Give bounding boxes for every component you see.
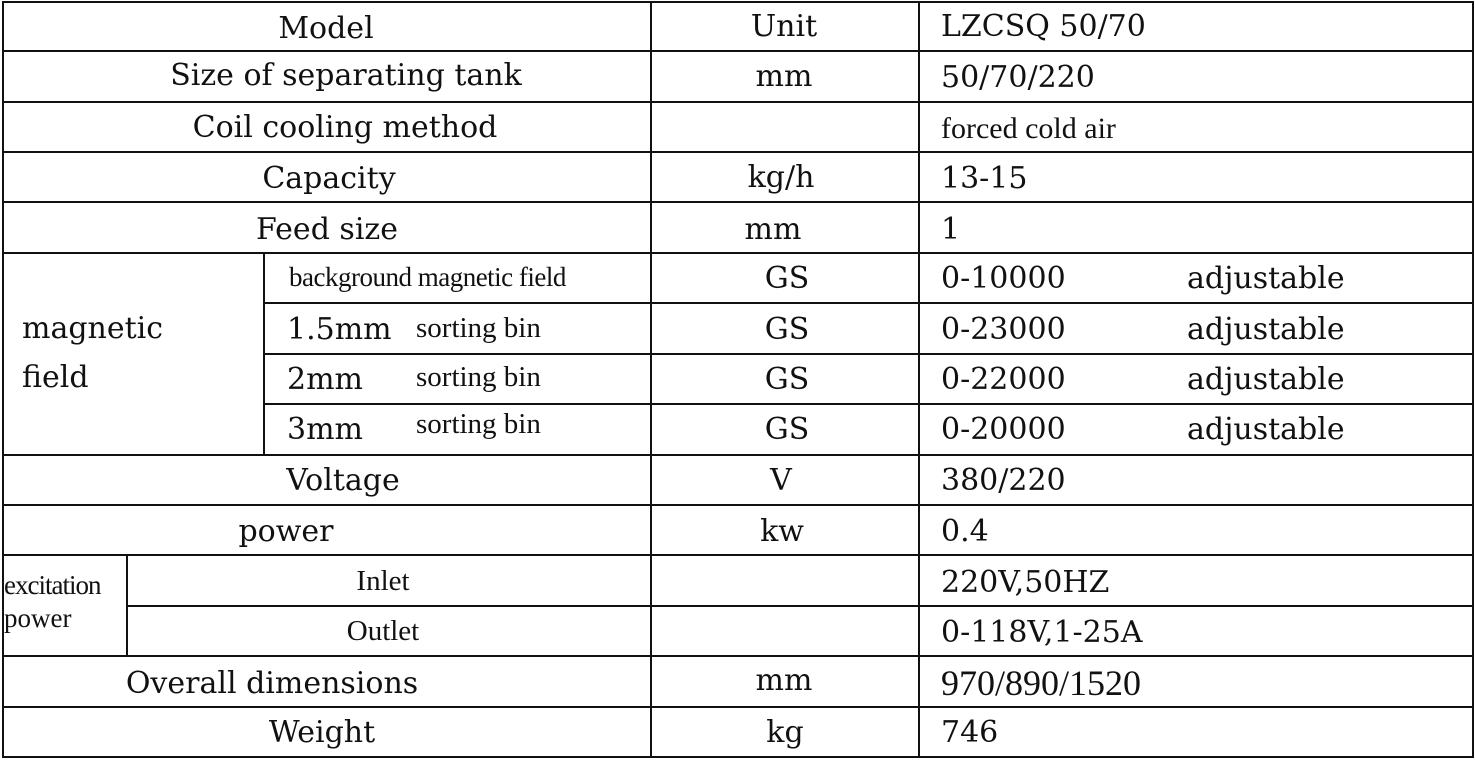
col-divider-value	[918, 1, 920, 758]
sub-label: sorting bin	[416, 361, 541, 393]
value-cell: 13-15	[941, 161, 1028, 196]
row-line	[2, 706, 1474, 708]
size-label: 2mm	[287, 362, 363, 397]
unit-cell: kg/h	[747, 160, 815, 195]
note-cell: adjustable	[1187, 362, 1345, 397]
value-cell: 1	[941, 212, 961, 247]
header-unit: Unit	[750, 9, 818, 44]
unit-cell: mm	[744, 212, 802, 247]
unit-cell: GS	[764, 261, 810, 296]
sub-label: background magnetic field	[289, 262, 566, 292]
value-cell: 0-22000	[941, 362, 1066, 397]
value-cell: 970/890/1520	[941, 663, 1142, 703]
value-cell: 746	[941, 715, 999, 750]
note-cell: adjustable	[1187, 261, 1345, 296]
unit-cell: GS	[764, 412, 810, 447]
param-label: power	[238, 514, 334, 549]
row-line	[2, 151, 1474, 153]
size-label: 1.5mm	[287, 312, 392, 347]
header-model-value: LZCSQ 50/70	[941, 9, 1146, 44]
sub-label: Outlet	[346, 615, 420, 647]
group-label-field: field	[22, 360, 89, 395]
value-cell: 0-20000	[941, 412, 1066, 447]
row-line	[263, 403, 1474, 405]
param-label: Overall dimensions	[125, 666, 419, 701]
value-cell: 50/70/220	[941, 60, 1095, 95]
row-line	[2, 252, 1474, 254]
table-border-bottom	[2, 756, 1474, 758]
table-border-right	[1472, 1, 1474, 758]
unit-cell: GS	[764, 312, 810, 347]
group-label-power: power	[4, 603, 72, 633]
value-cell: 0-118V,1-25A	[941, 615, 1143, 650]
table-border-top	[2, 1, 1474, 3]
col-divider-unit	[650, 1, 652, 758]
param-label: Capacity	[262, 161, 396, 196]
row-line	[2, 504, 1474, 506]
unit-cell: kw	[760, 514, 804, 549]
row-line	[2, 655, 1474, 657]
group-label-excitation: excitation	[4, 570, 101, 600]
value-cell: 0.4	[941, 514, 989, 549]
param-label: Weight	[268, 715, 376, 750]
row-line	[263, 302, 1474, 304]
sub-label: sorting bin	[416, 408, 541, 440]
unit-cell: mm	[755, 663, 813, 698]
row-line	[2, 201, 1474, 203]
value-cell: forced cold air	[941, 112, 1116, 145]
row-line	[263, 353, 1474, 355]
note-cell: adjustable	[1187, 312, 1345, 347]
size-label: 3mm	[287, 412, 363, 447]
row-line	[126, 605, 1474, 607]
header-model: Model	[278, 11, 374, 46]
param-label: Size of separating tank	[170, 58, 522, 93]
row-line	[2, 454, 1474, 456]
unit-cell: GS	[764, 362, 810, 397]
param-label: Feed size	[256, 212, 398, 247]
table-border-left	[2, 1, 4, 758]
group-label-magnetic: magnetic	[22, 311, 164, 346]
param-label: Voltage	[286, 463, 400, 498]
note-cell: adjustable	[1187, 412, 1345, 447]
value-cell: 380/220	[941, 463, 1066, 498]
row-line	[2, 101, 1474, 103]
value-cell: 220V,50HZ	[941, 565, 1110, 600]
sub-label: Inlet	[356, 565, 410, 597]
value-cell: 0-23000	[941, 312, 1066, 347]
unit-cell: kg	[766, 715, 804, 750]
unit-cell: mm	[755, 59, 813, 94]
row-line	[2, 554, 1474, 556]
row-line	[2, 50, 1474, 52]
param-label: Coil cooling method	[192, 110, 498, 145]
sub-label: sorting bin	[416, 312, 541, 344]
value-cell: 0-10000	[941, 261, 1066, 296]
unit-cell: V	[770, 463, 792, 498]
